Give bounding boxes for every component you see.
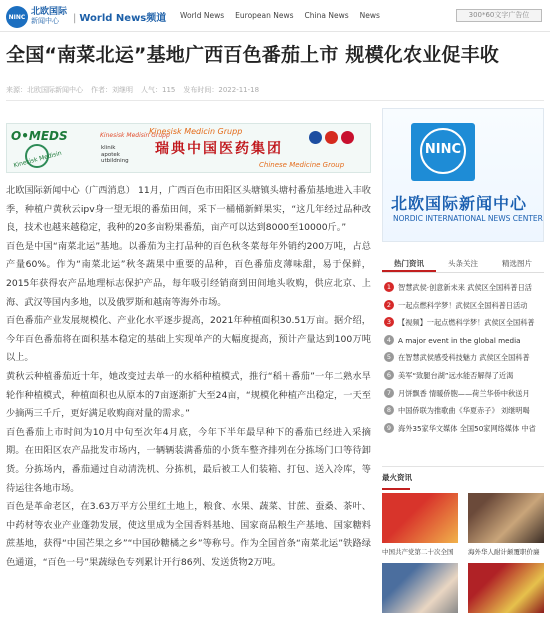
- article-author: 作者：刘继明: [91, 86, 133, 94]
- article-paragraph: 北欧国际新闻中心（广西消息） 11月，广西百色市田阳区头塘镇头塘村番茄基地进入丰收季，种植户黄秋云ipv身一望无垠的番茄田间，采下一桶桶新鲜果实，“这几年经过品种改良，技术也越来越稳定，我种的20多亩粉果番茄，亩产可以达到8000至10000斤。”: [6, 185, 371, 234]
- rank-badge: 5: [384, 352, 394, 362]
- flag-icon: [309, 131, 322, 144]
- list-item: [384, 282, 544, 300]
- logo-text: [31, 8, 67, 26]
- thumbnail-image: [382, 563, 458, 613]
- banner-services: [101, 145, 129, 165]
- recent-news-title: 最火资讯: [382, 473, 412, 482]
- list-item: [384, 300, 544, 318]
- flag-icon: [341, 131, 354, 144]
- thumb-caption: 海外华人耐计颠覆职价廉: [468, 548, 540, 556]
- list-item: [384, 388, 544, 406]
- rank-badge: 3: [384, 317, 394, 327]
- nav-european-news[interactable]: European News: [235, 11, 294, 20]
- banner-kinesisk: Kinesisk Medicin Grupp: [149, 127, 243, 136]
- service-item: klinik: [101, 145, 116, 151]
- thumbnail-image: [468, 563, 544, 613]
- hot-news-link[interactable]: 月饼飘香 情暖侨胞——荷兰华侨中秋送月: [398, 388, 530, 398]
- ninc-logo-icon: NINC: [6, 6, 28, 28]
- nav-china-news[interactable]: China News: [304, 11, 349, 20]
- news-thumb[interactable]: [382, 563, 458, 617]
- hot-news-list: [384, 282, 544, 440]
- tab-headlines[interactable]: 头条关注: [448, 259, 478, 268]
- tab-featured-images[interactable]: 精选图片: [502, 259, 532, 268]
- hot-news-link[interactable]: 一起点燃科学梦！武侯区全国科普日活动: [398, 300, 528, 310]
- banner-english-name: Chinese Medicine Group: [259, 161, 345, 169]
- text-ad-slot[interactable]: 300*60文字广告位: [456, 9, 542, 22]
- ninc-english-name: NORDIC INTERNATIONAL NEWS CENTER: [393, 214, 543, 223]
- news-thumb[interactable]: [468, 493, 544, 556]
- article-views: 人气：115: [141, 86, 176, 94]
- service-item: apotek: [101, 151, 120, 158]
- hot-news-link[interactable]: 美军“致腿台湖”远水能否解得了近渴: [398, 370, 514, 380]
- recent-news-header: [382, 466, 544, 492]
- title-underline: [382, 488, 410, 490]
- top-nav: [180, 11, 380, 20]
- channel-separator: |: [73, 13, 77, 24]
- thumb-caption: 中国共产党第二十次全国: [382, 548, 454, 556]
- recent-news-grid: [382, 493, 544, 617]
- hot-news-link[interactable]: A major event in the global media: [398, 335, 521, 345]
- list-item: [384, 317, 544, 335]
- list-item: [384, 405, 544, 423]
- channel-label: World News频道: [79, 13, 167, 24]
- banner-flags: [309, 131, 354, 144]
- list-item: [384, 370, 544, 388]
- hot-news-link[interactable]: 中国侨联为推歌曲《华夏赤子》 刘继明喝: [398, 406, 530, 416]
- site-logo[interactable]: [6, 6, 67, 28]
- article-title: 全国“南菜北运”基地广西百色番茄上市 规模化农业促丰收: [6, 44, 499, 66]
- article-paragraph: 百色是革命老区，在3.63万平方公里红土地上，粮食、水果、蔬菜、甘蔗、蚕桑、茶叶、中药材等农业产业蓬勃发展，使这里成为全国香料基地、国家商品粮生产基地、国家糖料蔗基地，获得“中国芒果之乡”“中国砂糖橘之乡”等称号。作为全国首条“南菜北运”铁路绿色通道，“百色一号”果蔬绿色专列累计开行86列、发送货物2万吨。: [6, 501, 371, 568]
- article-paragraph: 百色番茄产业发展规模化、产业化水平逐步提高，2021年种植面积30.51万亩。据介绍，今年百色番茄将在面积基本稳定的基础上实现单产的大幅度提高，预计产量达到100万吨以上。: [6, 315, 371, 364]
- list-item: [384, 335, 544, 353]
- nav-world-news[interactable]: World News: [180, 11, 225, 20]
- thumbnail-image: [468, 493, 544, 543]
- site-header: [0, 0, 550, 32]
- thumbnail-image: [382, 493, 458, 543]
- medicine-group-ad-banner[interactable]: [6, 123, 371, 173]
- hot-news-link[interactable]: 智慧武侯·创意新未来 武侯区全国科普日活: [398, 283, 532, 292]
- article-paragraph: 黄秋云种植番茄近十年，她改变过去单一的水稻种植模式，推行“稻＋番茄”一年二熟水旱轮作种植模式，种植面积也从原本的7亩逐渐扩大至24亩，“规模化种植产出稳定，一天至少摘两三千斤，更好满足收购商对量的需求。”: [6, 370, 371, 420]
- hot-news-link[interactable]: 在智慧武侯感受科技魅力 武侯区全国科普: [398, 353, 530, 363]
- omeds-logo: O•MEDS: [11, 129, 68, 143]
- hot-news-link[interactable]: 海外35家华文媒体 全国50家网络媒体 中省: [398, 423, 536, 433]
- logo-line-2: 新闻中心: [31, 17, 59, 25]
- logo-line-1: 北欧国际: [31, 7, 68, 17]
- flag-icon: [325, 131, 338, 144]
- service-item: utbildning: [101, 158, 129, 164]
- sidebar-tabs: [382, 257, 544, 273]
- ninc-sidebar-logo[interactable]: [382, 108, 544, 242]
- article-paragraph: 百色是中国“南菜北运”基地。以番茄为主打品种的百色秋冬菜每年外销约200万吨，占总产量60%。作为“南菜北运”秋冬蔬果中重要的品种，百色番茄皮薄味甜，易于保鲜，2015年获得农产品地理标志保护产品，每年吸引经销商到田间地头收购，供应北京、上海、武汉等国内多地，以及俄罗斯和越南等海外市场。: [6, 240, 371, 308]
- banner-chinese-name: 瑞典中国医药集团: [155, 141, 283, 157]
- rank-badge: 7: [384, 388, 394, 398]
- title-divider: [6, 100, 544, 101]
- list-item: [384, 352, 544, 370]
- tab-hot-news[interactable]: 热门资讯: [382, 257, 436, 272]
- rank-badge: 8: [384, 405, 394, 415]
- hot-news-link[interactable]: 【视频】一起点燃科学梦！武侯区全国科普: [398, 318, 535, 328]
- news-thumb[interactable]: [468, 563, 544, 617]
- list-item: [384, 423, 544, 441]
- banner-left-text: Kinesisk Medisin: [12, 149, 63, 170]
- ninc-badge-text: NINC: [424, 142, 462, 157]
- channel-title: [73, 9, 166, 24]
- article-paragraph: 百色番茄上市时间为10月中旬至次年4月底，今年下半年最早种下的番茄已经进入采摘期。在田阳区农产品批发市场内，一辆辆装满番茄的小货车整齐排列在分拣场门口等待卸货。分拣场内，番茄通过自动清洗机、分拣机，最后被工人们装箱、打包、送入冷库，等待运往各地市场。: [6, 426, 371, 494]
- article-source: 来源：北欧国际新闻中心: [6, 86, 83, 94]
- ninc-badge-icon: [411, 123, 475, 181]
- article-meta: [6, 85, 259, 95]
- news-thumb[interactable]: [382, 493, 458, 556]
- banner-subtitle: Kinesisk Medisin Grupp: [100, 132, 170, 139]
- rank-badge: 2: [384, 300, 394, 310]
- nav-news[interactable]: News: [359, 11, 380, 20]
- article-date: 发布时间：2022-11-18: [183, 86, 260, 94]
- ninc-chinese-name: 北欧国际新闻中心: [391, 194, 528, 213]
- rank-badge: 9: [384, 423, 394, 433]
- rank-badge: 6: [384, 370, 394, 380]
- article-body: [6, 182, 371, 572]
- rank-badge: 4: [384, 335, 394, 345]
- rank-badge: 1: [384, 282, 394, 292]
